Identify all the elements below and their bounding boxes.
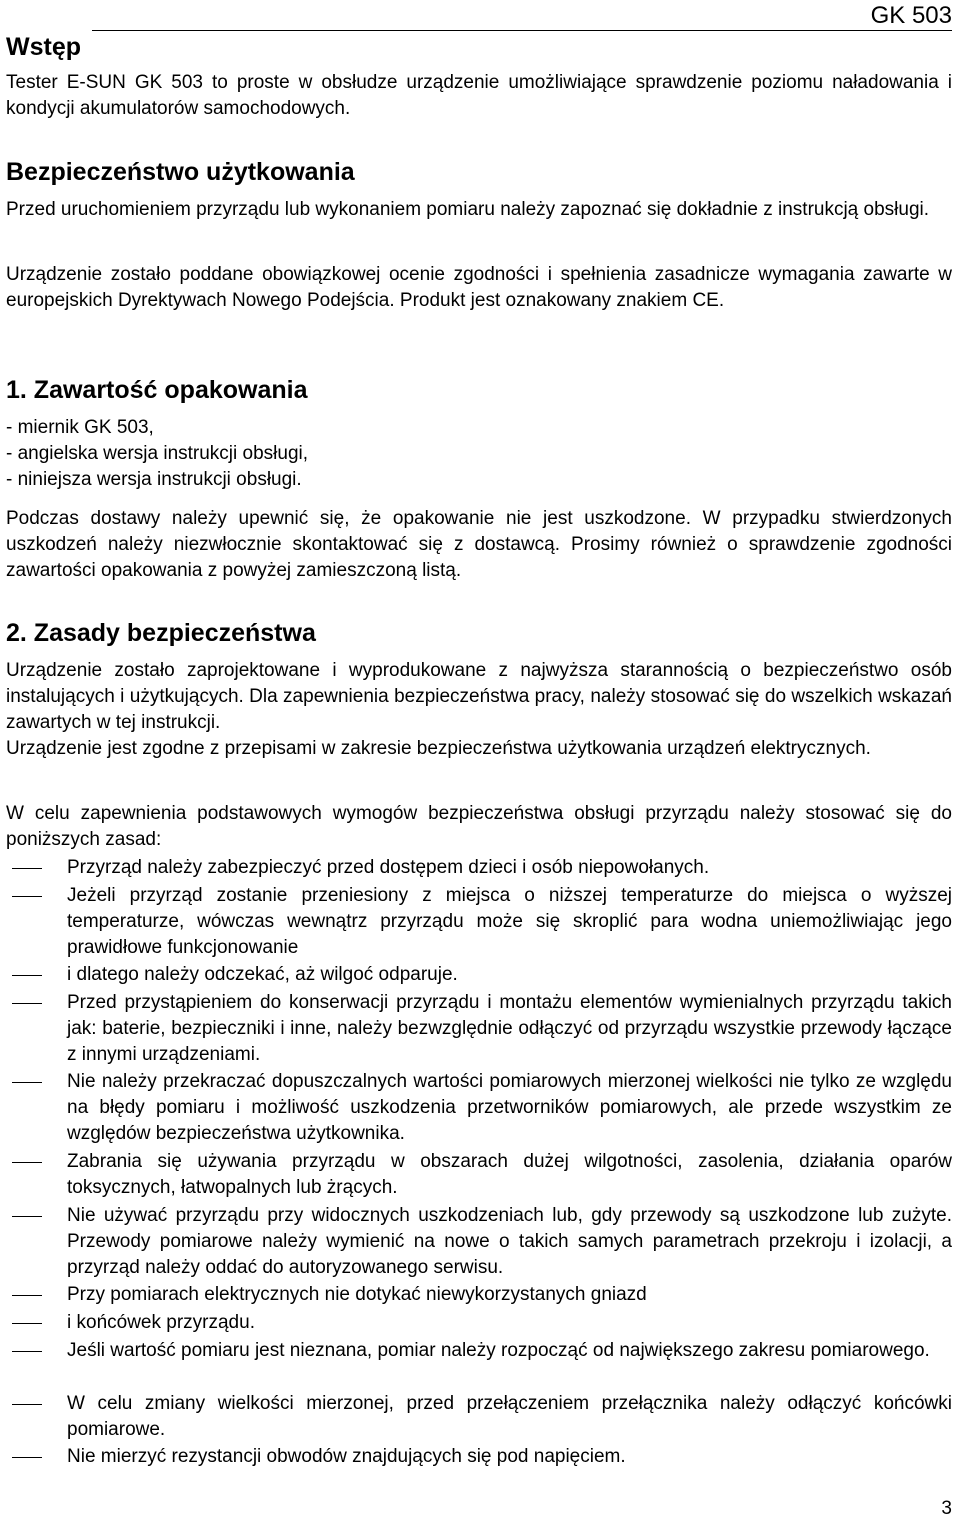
intro-text: Tester E-SUN GK 503 to proste w obsłudze urządzenie umożliwiające sprawdzenie poziomu naładowania i kondycji akumulatorów samochodowych.: [6, 72, 952, 119]
dash-bullet: [12, 896, 42, 897]
dash-bullet: [12, 868, 42, 869]
rule-text: Jeżeli przyrząd zostanie przeniesiony z miejsca o niższej temperaturze do miejsca o wyższej temperaturze, wówczas wewnątrz przyrządu może się skroplić para wodna uniemożliwiając jego prawidłowe funkcjonowanie: [67, 885, 952, 958]
safety-rules-p1: Urządzenie zostało zaprojektowane i wyprodukowane z najwyższa starannością o bezpieczeństwo osób instalujących i użytkujących. Dla zapewnienia bezpieczeństwa pracy, należy stosować się do wszelkich wskazań zawartych w tej instrukcji.: [6, 660, 952, 733]
rule-item: [6, 883, 952, 961]
dash-bullet: [12, 1457, 42, 1458]
dash-bullet: [12, 1003, 42, 1004]
rule-text: Przy pomiarach elektrycznych nie dotykać niewykorzystanych gniazd: [67, 1284, 647, 1305]
rule-text: Jeśli wartość pomiaru jest nieznana, pomiar należy rozpocząć od największego zakresu pomiarowego.: [67, 1340, 930, 1361]
rule-item: [6, 1444, 952, 1470]
dash-bullet: [12, 1351, 42, 1352]
contents-item: - angielska wersja instrukcji obsługi,: [6, 443, 309, 464]
dash-bullet: [12, 1216, 42, 1217]
contents-title: 1. Zawartość opakowania: [6, 376, 308, 404]
rule-item: [6, 1391, 952, 1443]
contents-item: - niniejsza wersja instrukcji obsługi.: [6, 469, 302, 490]
rule-text: i końcówek przyrządu.: [67, 1312, 255, 1333]
rule-item: [6, 1338, 952, 1364]
page-number: 3: [941, 1498, 952, 1519]
dash-bullet: [12, 1323, 42, 1324]
dash-bullet: [12, 1162, 42, 1163]
safety-use-title: Bezpieczeństwo użytkowania: [6, 158, 355, 186]
rule-item: [6, 1069, 952, 1147]
safety-rules-p2: Urządzenie jest zgodne z przepisami w zakresie bezpieczeństwa użytkowania urządzeń elektrycznych.: [6, 738, 871, 759]
header-model: GK 503: [870, 2, 952, 29]
dash-bullet: [12, 1404, 42, 1405]
rule-text: W celu zmiany wielkości mierzonej, przed przełączeniem przełącznika należy odłączyć końcówki pomiarowe.: [67, 1393, 952, 1440]
rule-item: [6, 1149, 952, 1201]
dash-bullet: [12, 1295, 42, 1296]
rule-text: i dlatego należy odczekać, aż wilgoć odparuje.: [67, 964, 458, 985]
safety-rules-title: 2. Zasady bezpieczeństwa: [6, 619, 316, 647]
rule-item: [6, 990, 952, 1068]
safety-use-p2: Urządzenie zostało poddane obowiązkowej ocenie zgodności i spełnienia zasadnicze wymagania zawarte w europejskich Dyrektywach Nowego Podejścia. Produkt jest oznakowany znakiem CE.: [6, 264, 952, 311]
rule-text: Przed przystąpieniem do konserwacji przyrządu i montażu elementów wymienialnych przyrządu takich jak: baterie, bezpieczniki i inne, należy bezwzględnie odłączyć od przyrządu wszystkie przewody łączące z innymi urządzeniami.: [67, 992, 952, 1065]
dash-bullet: [12, 975, 42, 976]
rule-text: Zabrania się używania przyrządu w obszarach dużej wilgotności, zasolenia, działania oparów toksycznych, łatwopalnych lub żrących.: [67, 1151, 952, 1198]
rule-item: [6, 1310, 952, 1336]
rule-text: Nie używać przyrządu przy widocznych uszkodzeniach lub, gdy przewody są uszkodzone lub zużyte. Przewody pomiarowe należy wymienić na nowe o takich samych parametrach przekroju i izolacji, a przyrząd należy oddać do autoryzowanego serwisu.: [67, 1205, 952, 1278]
intro-title: Wstęp: [6, 33, 81, 61]
rule-item: [6, 855, 952, 881]
rule-text: Przyrząd należy zabezpieczyć przed dostępem dzieci i osób niepowołanych.: [67, 857, 710, 878]
rule-item: [6, 962, 952, 988]
rule-item: [6, 1203, 952, 1281]
contents-item: - miernik GK 503,: [6, 417, 154, 438]
rule-text: Nie należy przekraczać dopuszczalnych wartości pomiarowych mierzonej wielkości nie tylko ze względu na błędy pomiaru i możliwość uszkodzenia przetworników pomiarowych, ale przede wszystkim ze względów bezpieczeństwa użytkownika.: [67, 1071, 952, 1144]
contents-note: Podczas dostawy należy upewnić się, że opakowanie nie jest uszkodzone. W przypadku stwierdzonych uszkodzeń należy niezwłocznie skontaktować się z dostawcą. Prosimy również o sprawdzenie zgodności zawartości opakowania z powyżej zamieszczoną listą.: [6, 508, 952, 581]
rule-item: [6, 1282, 952, 1308]
header-rule: [92, 30, 952, 31]
safety-use-p1: Przed uruchomieniem przyrządu lub wykonaniem pomiaru należy zapoznać się dokładnie z instrukcją obsługi.: [6, 199, 930, 220]
safety-rules-p3: W celu zapewnienia podstawowych wymogów bezpieczeństwa obsługi przyrządu należy stosować się do poniższych zasad:: [6, 803, 952, 850]
dash-bullet: [12, 1082, 42, 1083]
rule-text: Nie mierzyć rezystancji obwodów znajdujących się pod napięciem.: [67, 1446, 626, 1467]
